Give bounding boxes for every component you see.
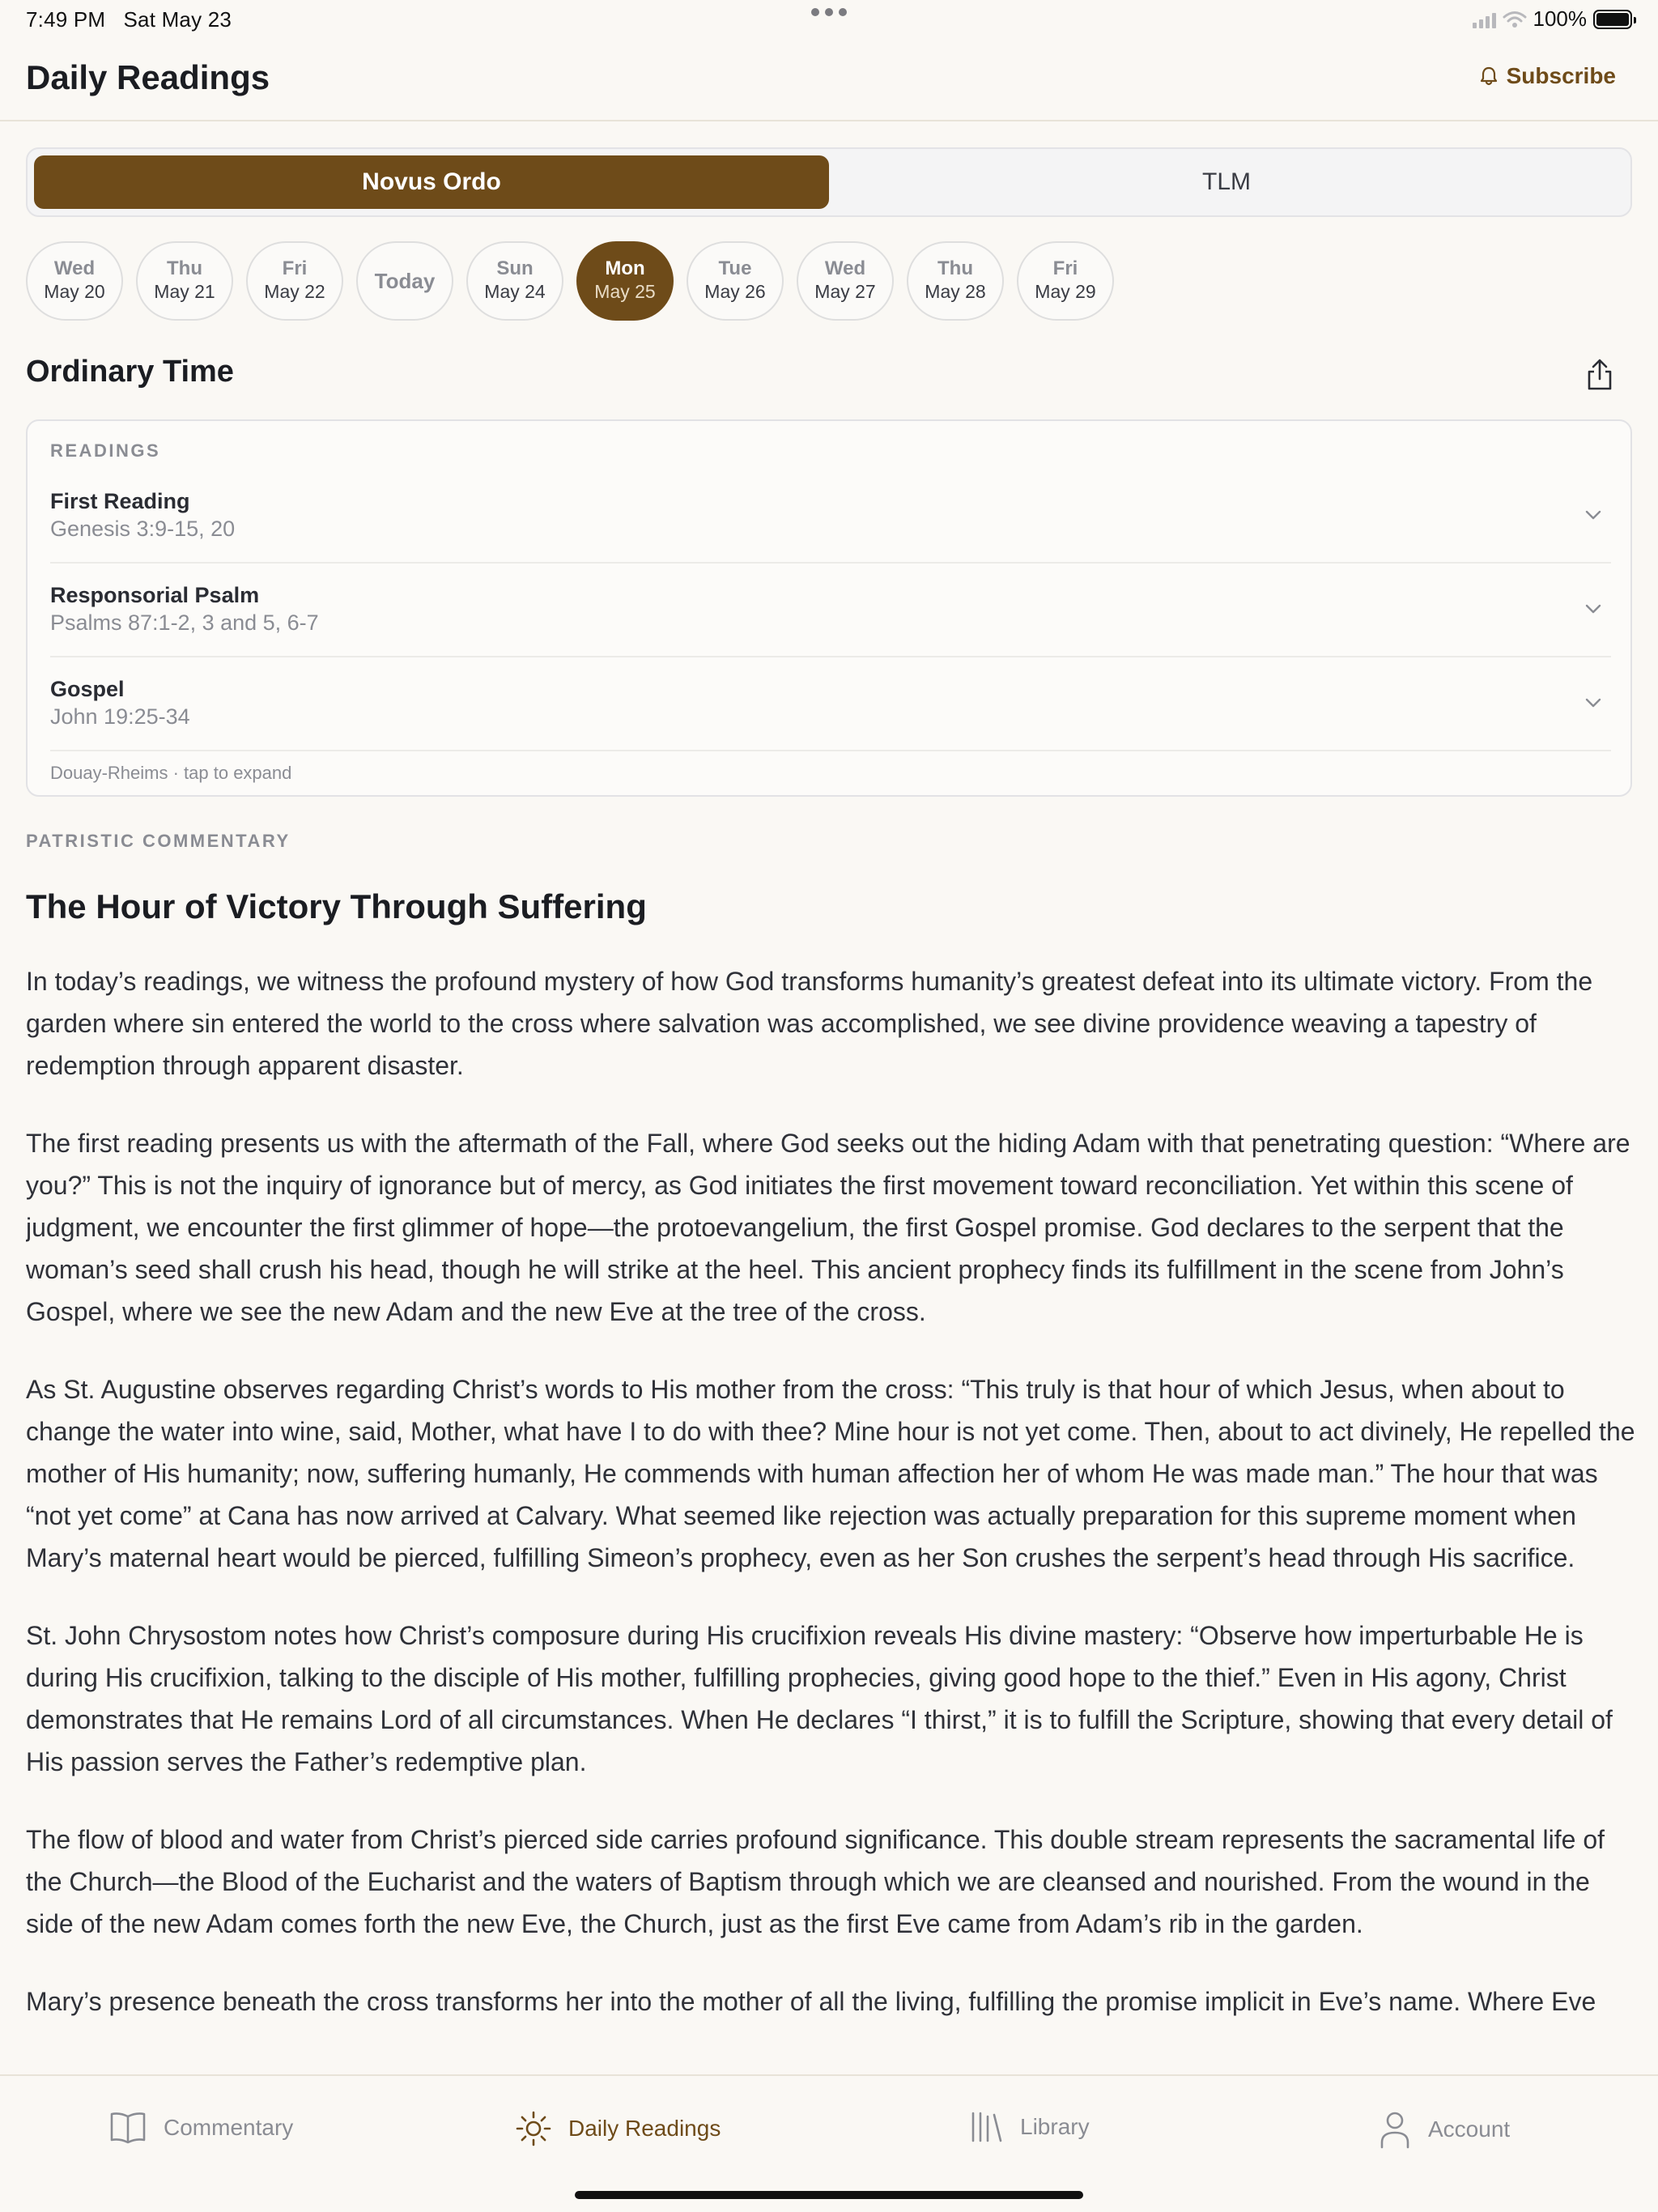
book-icon — [108, 2110, 147, 2146]
commentary-paragraph: The first reading presents us with the aftermath of the Fall, where God seeks out the hiding Adam with that penetrating question: “Where are you?” This is not the inquiry of ignorance but of mercy, as God initiates the first movement toward reconciliation. Yet within this scene of judgment, we encounter the first glimmer of hope—the protoevangelium, the first Gospel promise. God declares to the serpent that the woman’s seed shall crush his head, though he will strike at the heel. This ancient prophecy finds its fulfillment in the scene from John’s Gospel, where we see the new Adam and the new Eve at the tree of the cross. — [26, 1129, 1630, 1326]
date-chip-date: May 26 — [704, 281, 766, 303]
reading-row-responsorial-psalm[interactable] — [50, 564, 1611, 657]
chevron-down-icon — [1584, 599, 1603, 619]
reading-title: Responsorial Psalm — [50, 583, 260, 607]
bell-icon — [1479, 66, 1499, 87]
home-indicator[interactable] — [575, 2191, 1083, 2199]
cellular-signal-icon — [1473, 11, 1496, 28]
date-chip-date: May 22 — [264, 281, 325, 303]
sun-icon — [515, 2110, 552, 2147]
date-chip-date: May 25 — [594, 281, 656, 303]
library-icon — [968, 2110, 1004, 2144]
status-date: Sat May 23 — [123, 7, 232, 32]
date-chip-may-20[interactable] — [26, 241, 123, 321]
reading-title: Gospel — [50, 677, 125, 701]
date-chip-may-21[interactable] — [136, 241, 233, 321]
date-chip-date: May 20 — [44, 281, 105, 303]
date-selector — [26, 241, 1114, 321]
tab-label: Commentary — [164, 2115, 294, 2140]
share-button[interactable] — [1584, 356, 1616, 392]
date-chip-weekday: Wed — [824, 257, 866, 279]
tab-label: Account — [1428, 2116, 1511, 2142]
wifi-icon — [1503, 11, 1527, 28]
tab-label: Daily Readings — [568, 2116, 721, 2141]
date-chip-date: May 21 — [154, 281, 215, 303]
tab-label: Library — [1020, 2114, 1090, 2139]
battery-icon — [1593, 10, 1632, 29]
commentary-paragraph: In today’s readings, we witness the profound mystery of how God transforms humanity’s greatest defeat into its ultimate victory. From the garden where sin entered the world to the cross where salvation was accomplished, we see divine providence weaving a tapestry of redemption through apparent disaster. — [26, 967, 1593, 1080]
commentary-paragraph: As St. Augustine observes regarding Christ’s words to His mother from the cross: “This truly is that hour of which Jesus, when about to change the water into wine, said, Mother, what have I to do with thee? Mine hour is not yet come. Then, about to act divinely, He repelled the mother of His humanity; now, suffering humanly, He commends with human affection her of whom He was made man.” The hour that was “not yet come” at Cana has now arrived at Calvary. What seemed like rejection was actually preparation for this supreme moment when Mary’s maternal heart would be pierced, fulfilling Simeon’s prophecy, even as her Son crushes the serpent’s head through His sacrifice. — [26, 1375, 1635, 1572]
share-icon — [1584, 356, 1616, 392]
status-clock: 7:49 PM — [26, 7, 106, 32]
reading-row-first-reading[interactable] — [50, 470, 1611, 564]
date-chip-weekday: Thu — [167, 257, 202, 279]
tab-library[interactable] — [968, 2110, 1090, 2144]
reading-reference: Psalms 87:1-2, 3 and 5, 6-7 — [50, 610, 319, 635]
date-chip-may-28[interactable] — [907, 241, 1004, 321]
readings-section-label: READINGS — [50, 440, 161, 461]
commentary-paragraph: Mary’s presence beneath the cross transforms her into the mother of all the living, fulfilling the promise implicit in Eve’s name. Where Eve — [26, 1987, 1596, 2016]
commentary-paragraph: The flow of blood and water from Christ’s pierced side carries profound significance. This double stream represents the sacramental life of the Church—the Blood of the Eucharist and the waters of Baptism through which we are cleansed and nourished. From the wound in the side of the new Adam comes forth the new Eve, the Church, just as the first Eve came from Adam’s rib in the garden. — [26, 1825, 1605, 1938]
app-header — [0, 39, 1658, 121]
date-chip-date: May 24 — [484, 281, 546, 303]
date-chip-date: May 27 — [814, 281, 876, 303]
date-chip-today[interactable] — [356, 241, 453, 321]
tab-bar — [0, 2074, 1658, 2212]
tab-daily-readings[interactable] — [515, 2110, 721, 2147]
tab-account[interactable] — [1378, 2110, 1510, 2149]
date-chip-may-26[interactable] — [687, 241, 784, 321]
chevron-down-icon — [1584, 693, 1603, 713]
person-icon — [1378, 2110, 1412, 2149]
date-chip-may-22[interactable] — [246, 241, 343, 321]
date-chip-weekday: Fri — [282, 257, 308, 279]
chevron-down-icon — [1584, 505, 1603, 525]
date-chip-today-label: Today — [374, 268, 436, 293]
date-chip-weekday: Fri — [1052, 257, 1078, 279]
date-chip-may-24[interactable] — [466, 241, 563, 321]
readings-card — [26, 419, 1632, 797]
segment-novus-ordo[interactable]: Novus Ordo — [34, 155, 829, 209]
reading-reference: John 19:25-34 — [50, 704, 190, 729]
subscribe-button[interactable] — [1479, 63, 1616, 89]
date-chip-weekday: Thu — [937, 257, 973, 279]
commentary-section-label: PATRISTIC COMMENTARY — [26, 831, 291, 851]
date-chip-date: May 29 — [1035, 281, 1096, 303]
reading-reference: Genesis 3:9-15, 20 — [50, 517, 236, 541]
tab-commentary[interactable] — [108, 2110, 293, 2146]
date-chip-weekday: Tue — [718, 257, 752, 279]
readings-footer-note: Douay-Rheims · tap to expand — [50, 763, 292, 783]
date-chip-weekday: Mon — [605, 257, 645, 279]
date-chip-may-29[interactable] — [1017, 241, 1114, 321]
segment-tlm[interactable]: TLM — [1202, 168, 1251, 195]
liturgical-season-title: Ordinary Time — [26, 355, 234, 389]
battery-percent: 100% — [1533, 6, 1587, 31]
date-chip-weekday: Wed — [53, 257, 96, 279]
date-chip-may-25[interactable] — [576, 241, 674, 321]
date-chip-weekday: Sun — [496, 257, 534, 279]
multitasking-dots-icon[interactable] — [811, 8, 847, 16]
status-bar — [0, 0, 1658, 39]
date-chip-may-27[interactable] — [797, 241, 894, 321]
commentary-title: The Hour of Victory Through Suffering — [26, 887, 647, 925]
status-indicators — [1473, 6, 1633, 32]
reading-title: First Reading — [50, 489, 190, 513]
reading-row-gospel[interactable] — [50, 657, 1611, 751]
commentary-body — [26, 960, 1637, 2078]
status-time — [26, 7, 232, 32]
rite-segmented-control — [26, 147, 1632, 217]
date-chip-date: May 28 — [925, 281, 986, 303]
subscribe-label: Subscribe — [1506, 63, 1616, 88]
commentary-paragraph: St. John Chrysostom notes how Christ’s composure during His crucifixion reveals His divine mastery: “Observe how imperturbable He is during His crucifixion, talking to the disciple of His mother, fulfilling prophecies, giving good hope to the thief.” Even in His agony, Christ demonstrates that He remains Lord of all circumstances. When He declares “I thirst,” it is to fulfill the Scripture, showing that every detail of His passion serves the Father’s redemptive plan. — [26, 1621, 1613, 1776]
page-title: Daily Readings — [26, 58, 270, 96]
